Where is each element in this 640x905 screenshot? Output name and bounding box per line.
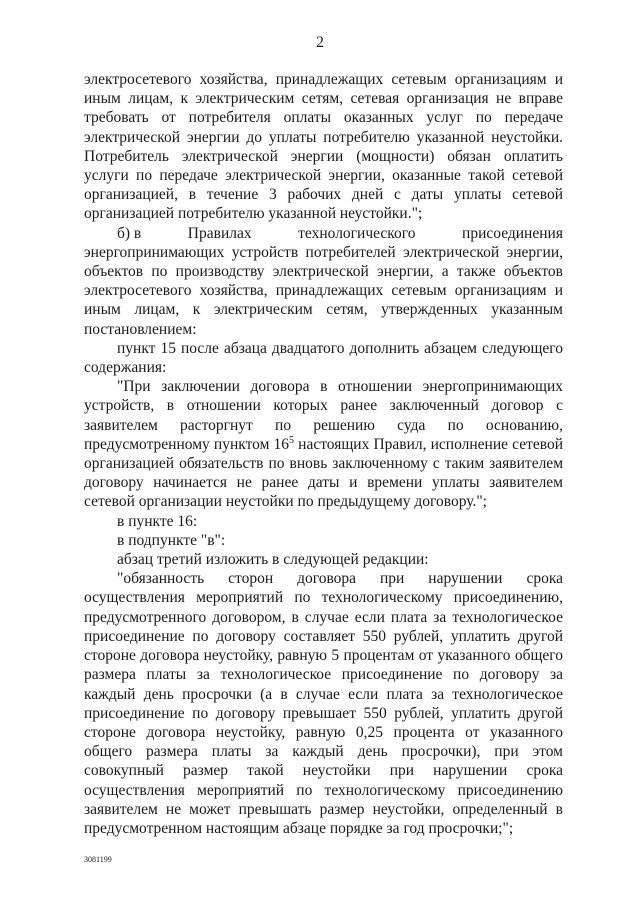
subitem-b-word-3: технологического [298, 224, 416, 242]
point-15-instruction: пункт 15 после абзаца двадцатого дополнить абзацем следующего содержания: [84, 339, 563, 377]
document-body [84, 70, 563, 838]
subitem-b-text: энергопринимающих устройств потребителей электрической энергии, объектов по производству электрической энергии, а также объектов электросетевого хозяйства, принадлежащих сетевым организациям и иным лицам, к электрическим сетям, утвержденных указанным постановлением: [84, 243, 563, 338]
paragraph-3-instruction: абзац третий изложить в следующей редакции: [117, 551, 429, 569]
subitem-b-word-4: присоединения [462, 224, 563, 242]
point-16-instruction: в пункте 16: [117, 512, 198, 530]
subitem-b-heading [84, 224, 563, 243]
quoted-amendment-1 [84, 377, 563, 511]
subitem-b-word-2: Правилах [187, 224, 252, 242]
footer-code: 3081199 [84, 855, 112, 864]
quote-1-part-b: настоящих Правил, исполнение сетевой организацией обязательств по вновь заключенному с таким заявителем договору начинается не ранее даты и времени уплаты заявителем сетевой организации неустойки по предыдущему договору."; [84, 435, 563, 511]
subitem-b-word-1: б) в [117, 224, 142, 242]
quote-1-part-a: "При заключении договора в отношении энергопринимающих устройств, в отношении которых ранее заключенный договор с заявителем расторгнут по решению суда по основанию, предусмотренному пунктом 16 [84, 378, 563, 453]
superscript-5: 5 [289, 434, 295, 446]
quoted-amendment-2: "обязанность сторон договора при нарушении срока осуществления мероприятий по технологическому присоединению, предусмотренного договором, в случае если плата за технологическое присоединение по договору составляет 550 рублей, уплатить другой стороне договора неустойку, равную 5 процентам от указанного общего размера платы за технологическое присоединение по договору за каждый день просрочки (а в случае если плата за технологическое присоединение по договору превышает 550 рублей, уплатить другой стороне договора неустойку, равную 0,25 процента от указанного общего размера платы за каждый день просрочки), при этом совокупный размер такой неустойки при нарушении срока осуществления мероприятий по технологическому присоединению заявителем не может превышать размер неустойки, определенный в предусмотренном настоящим абзаце порядке за год просрочки;"; [84, 570, 563, 837]
page-number: 2 [316, 34, 324, 51]
paragraph-continuation: электросетевого хозяйства, принадлежащих сетевым организациям и иным лицам, к электрическим сетям, сетевая организация не вправе требовать от потребителя оплаты оказанных услуг по передаче электрической энергии до уплаты потребителю указанной неустойки. Потребитель электрической энергии (мощности) обязан оплатить услуги по передаче электрической энергии, оказанные такой сетевой организацией, в течение 3 рабочих дней с даты уплаты сетевой организацией потребителю указанной неустойки."; [84, 71, 563, 223]
subpoint-v-instruction: в подпункте "в": [117, 531, 226, 549]
